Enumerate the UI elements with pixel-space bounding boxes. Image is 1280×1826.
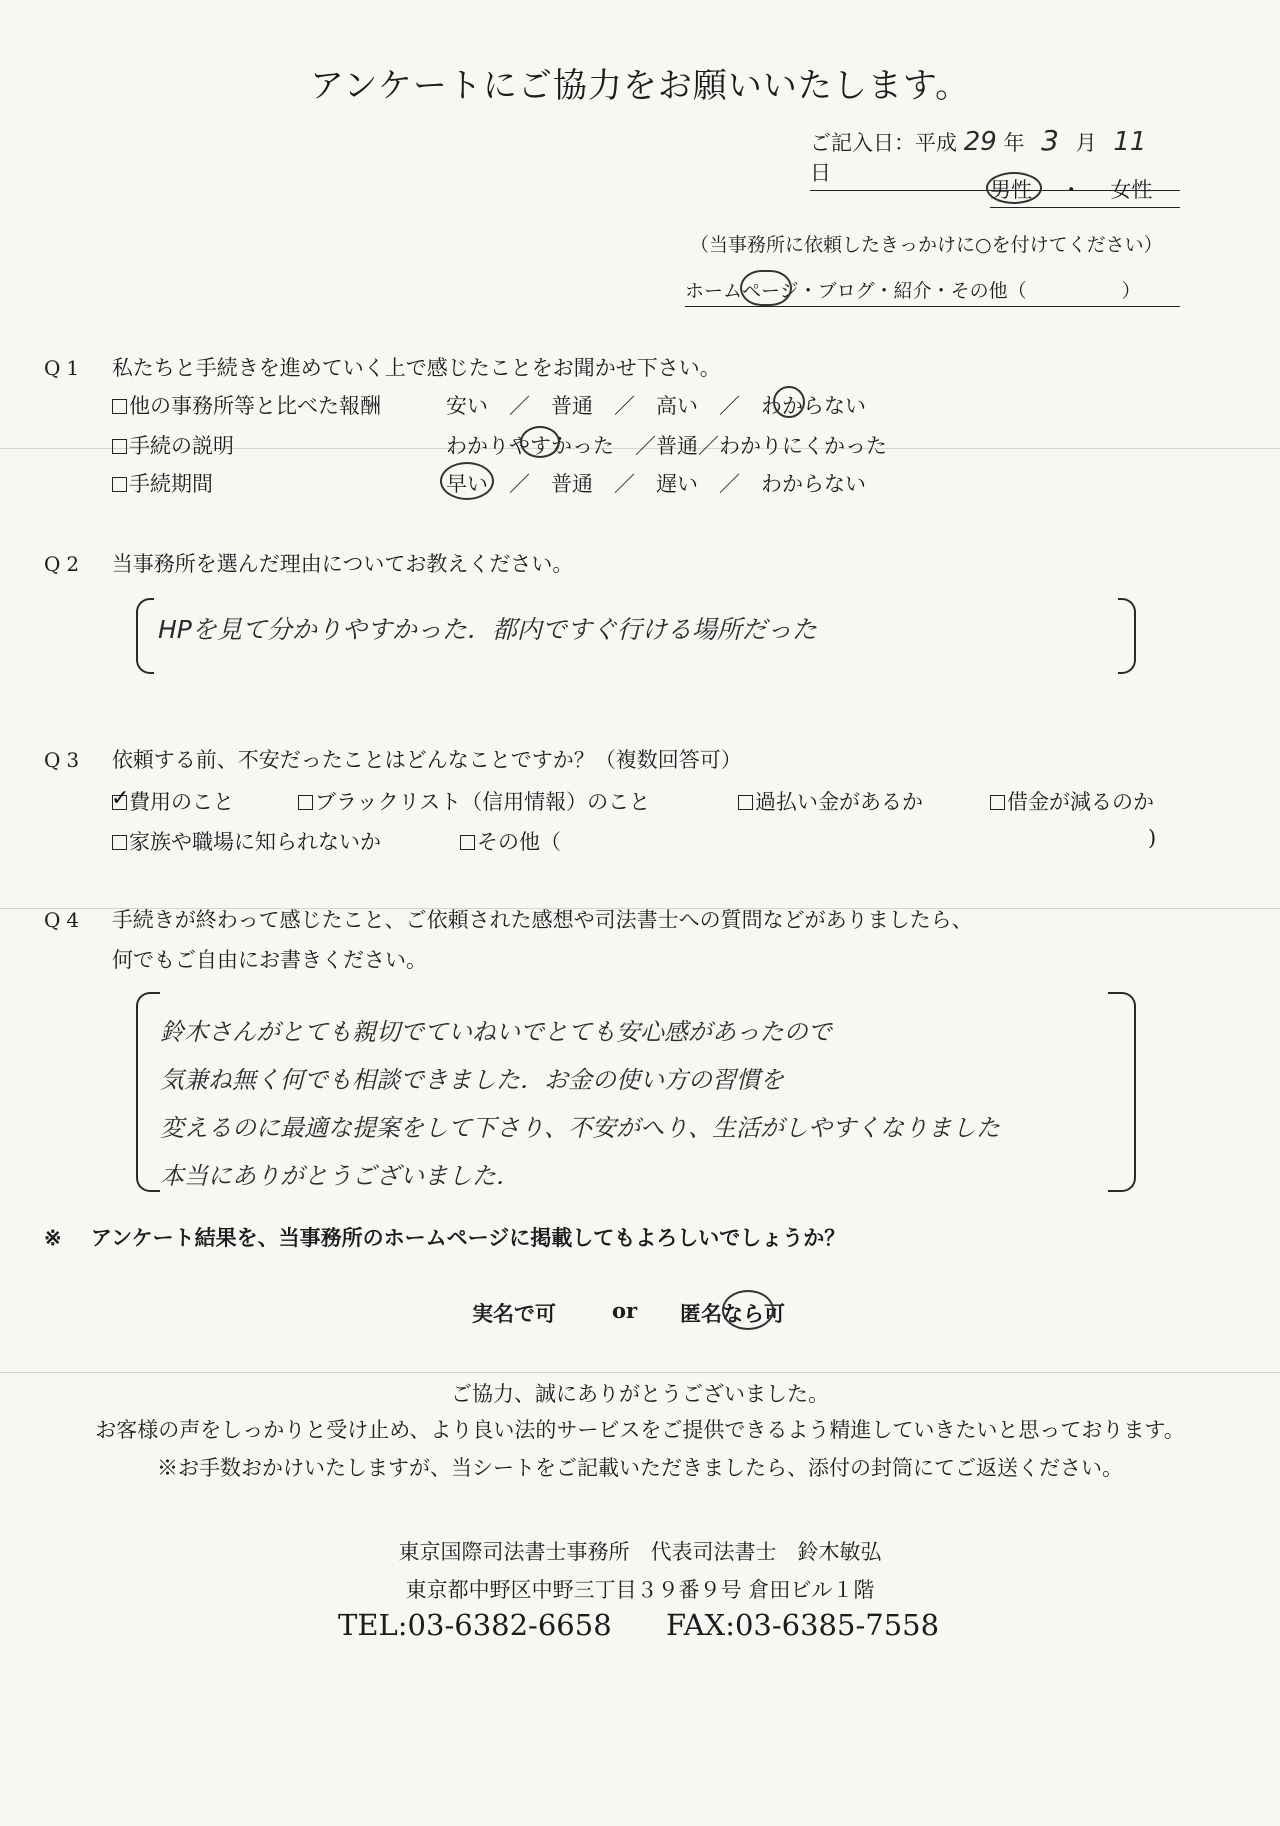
q3-checkbox[interactable] [990, 795, 1005, 810]
q1-period-selection-circle [440, 462, 494, 500]
q3-option-label: 家族や職場に知られないか [129, 830, 381, 854]
q3-question: 依頼する前、不安だったことはどんなことですか？（複数回答可） [111, 748, 742, 772]
q4-number: Q4 [44, 908, 86, 932]
thanks-line2: お客様の声をしっかりと受け止め、より良い法的サービスをご提供できるよう精進していきたいと思っております。 [95, 1418, 1185, 1442]
q4-heading [44, 904, 973, 934]
q3-checkbox[interactable] [298, 795, 313, 810]
q1-row-explanation[interactable] [112, 430, 234, 460]
q1-row-options[interactable]: 安い ／ 普通 ／ 高い ／ わからない [446, 394, 866, 418]
q1-row-label: 手続の説明 [129, 434, 234, 458]
q3-checkbox[interactable] [460, 835, 475, 850]
q1-row-fee[interactable] [112, 390, 381, 420]
publish-real-name[interactable]: 実名で可 [472, 1301, 556, 1326]
q4-answer-bracket-right [1108, 992, 1136, 1192]
trigger-instruction: （当事務所に依頼したきっかけに○を付けてください） [690, 234, 1163, 256]
q2-heading [44, 548, 573, 578]
gender-female[interactable]: 女性 [1110, 178, 1153, 202]
date-month: 3 [1041, 124, 1059, 157]
q3-checkbox-checked[interactable] [112, 795, 127, 810]
q4-answer-line: 変えるのに最適な提案をして下さり、不安がへり、生活がしやすくなりました [160, 1114, 1000, 1142]
q1-number: Q1 [44, 356, 86, 380]
q4-answer-bracket-left [136, 992, 160, 1192]
thanks-line3: ※お手数おかけいたしますが、当シートをご記載いただきましたら、添付の封筒にてご返送ください。 [157, 1456, 1123, 1480]
office-address: 東京都中野区中野三丁目３９番９号 倉田ビル１階 [405, 1578, 875, 1602]
office-name: 東京国際司法書士事務所 代表司法書士 鈴木敏弘 [398, 1540, 882, 1564]
q4-answer-line: 鈴木さんがとても親切でていねいでとても安心感があったので [160, 1018, 832, 1046]
q2-number: Q2 [44, 552, 86, 576]
q1-row-label: 手続期間 [129, 472, 213, 496]
q1-heading [44, 352, 721, 382]
trigger-options[interactable]: ホームページ・ブログ・紹介・その他（ ） [685, 276, 1180, 307]
q3-option-label: ブラックリスト（信用情報）のこと [315, 790, 651, 814]
q1-fee-selection-circle [773, 386, 805, 418]
gender-male[interactable]: 男性 [990, 178, 1032, 202]
q3-option-label: その他（ [477, 830, 561, 854]
date-year-unit: 年 [1003, 131, 1025, 155]
q1-row-period[interactable] [112, 468, 213, 498]
q3-option-cost[interactable] [112, 786, 234, 816]
paper-fold-line [0, 1372, 1280, 1373]
q1-question: 私たちと手続きを進めていく上で感じたことをお聞かせ下さい。 [111, 356, 721, 380]
q1-row-label: 他の事務所等と比べた報酬 [129, 394, 381, 418]
q3-option-label: 過払い金があるか [755, 790, 923, 814]
survey-title: アンケートにご協力をお願いいたします。 [309, 66, 971, 106]
publish-question: アンケート結果を、当事務所のホームページに掲載してもよろしいでしょうか？ [90, 1225, 846, 1250]
q1-explanation-selection-circle [520, 426, 560, 458]
q1-row-checkbox[interactable] [112, 399, 127, 414]
publish-anonymous[interactable]: 匿名なら可 [680, 1301, 785, 1326]
q4-answer-line: 本当にありがとうございました． [160, 1162, 520, 1190]
gender-separator: ・ [1060, 178, 1082, 202]
date-day-unit: 日 [810, 161, 831, 185]
thanks-line1: ご協力、誠にありがとうございました。 [451, 1382, 829, 1406]
q3-option-debt-reduce[interactable] [990, 786, 1154, 816]
q3-number: Q3 [44, 748, 86, 772]
q4-answer-line: 気兼ね無く何でも相談できました．お金の使い方の習慣を [160, 1066, 784, 1094]
publish-or: or [612, 1298, 638, 1323]
office-tel: TEL:03-6382-6658 [338, 1608, 612, 1642]
q2-answer[interactable]: HPを見て分かりやすかった．都内ですぐ行ける場所だった [158, 615, 817, 644]
q3-heading [44, 744, 742, 774]
date-year: 29 [963, 127, 997, 157]
q3-option-other[interactable] [460, 826, 561, 856]
date-day: 11 [1113, 127, 1147, 157]
q3-option-label: 費用のこと [129, 790, 234, 814]
publish-heading [44, 1222, 845, 1252]
q2-answer-bracket-right [1118, 598, 1136, 674]
q2-question: 当事務所を選んだ理由についてお教えください。 [111, 552, 574, 576]
q4-answer[interactable] [160, 1008, 1100, 1200]
trigger-selection-circle [740, 270, 792, 306]
q1-row-checkbox[interactable] [112, 477, 127, 492]
q4-question-line1: 手続きが終わって感じたこと、ご依頼された感想や司法書士への質問などがありましたら、 [111, 908, 973, 932]
publish-mark: ※ [44, 1225, 62, 1250]
q3-checkbox[interactable] [112, 835, 127, 850]
gender-selection-circle [986, 172, 1042, 204]
q3-option-family[interactable] [112, 826, 381, 856]
q3-checkbox[interactable] [738, 795, 753, 810]
q3-option-blacklist[interactable] [298, 786, 650, 816]
q2-answer-bracket-left [136, 598, 154, 674]
date-month-unit: 月 [1075, 131, 1097, 155]
q1-row-options[interactable]: 早い ／ 普通 ／ 遅い ／ わからない [446, 472, 866, 496]
q4-question-line2: 何でもご自由にお書きください。 [112, 948, 427, 972]
office-fax: FAX:03-6385-7558 [666, 1608, 940, 1642]
q1-row-checkbox[interactable] [112, 439, 127, 454]
q3-option-label: 借金が減るのか [1007, 790, 1154, 814]
q3-option-overpayment[interactable] [738, 786, 923, 816]
publish-selection-circle [722, 1290, 774, 1330]
q3-other-close: ) [1148, 826, 1157, 850]
date-label: ご記入日：平成 [810, 131, 957, 155]
q1-row-options[interactable]: わかりやすかった ／普通／わかりにくかった [446, 434, 887, 458]
